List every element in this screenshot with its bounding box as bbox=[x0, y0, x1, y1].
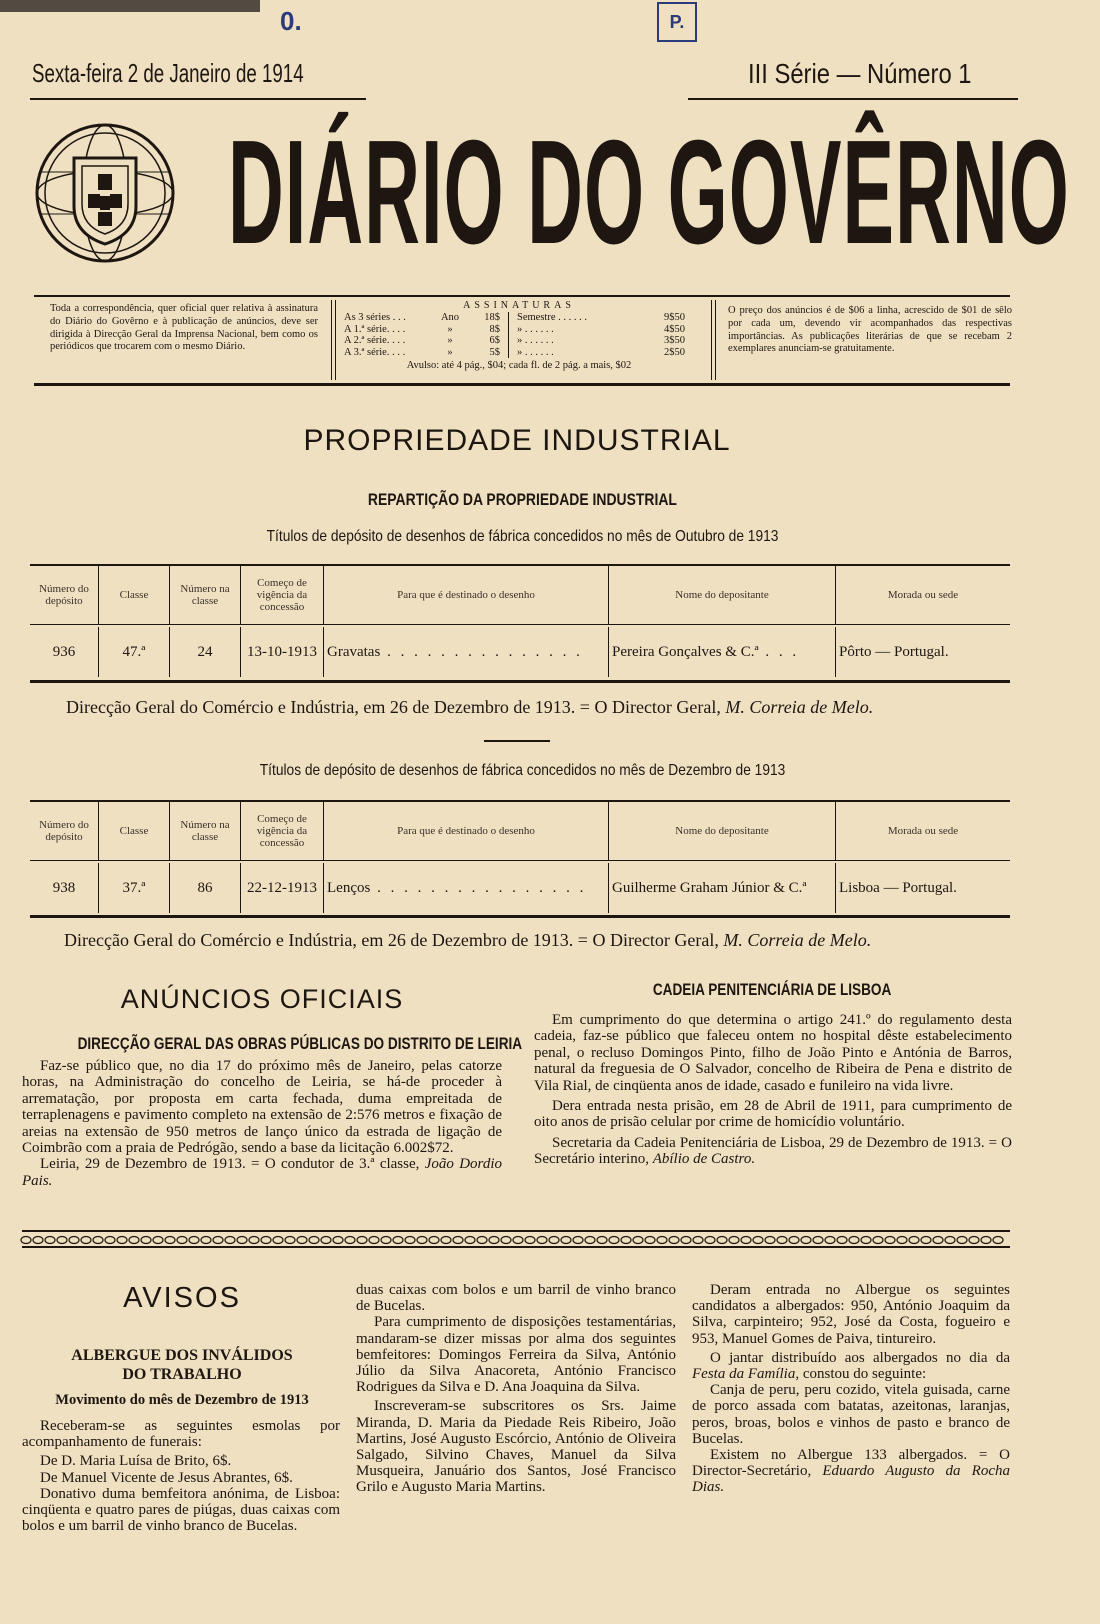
ornament-loop bbox=[441, 1237, 451, 1244]
semester-price: 4$50 bbox=[664, 323, 685, 335]
ornament-loop bbox=[357, 1237, 367, 1244]
col-classe: Classe bbox=[99, 802, 170, 861]
correspondence-notice: Toda a correspondência, quer oficial quer relativa à assinatura do Diário do Govêrno e à publicação de anúncios, deve ser dirigida à Direcção Geral da Imprensa Nacional, bem como os periódicos que trocarem com o mesmo Diário. bbox=[50, 303, 318, 353]
semester-price: 2$50 bbox=[664, 346, 685, 358]
info-divider-1b bbox=[335, 300, 336, 380]
ornament-loop bbox=[693, 1237, 703, 1244]
ornament-loop bbox=[309, 1237, 319, 1244]
cadeia-p1: Em cumprimento do que determina o artigo 241.º do regulamento desta cadeia, faz-se público que faleceu ontem no hospital dêste estabelecimento penal, o recluso Domingos Pinto, filho de João Pinto e Antónia de Barros, natural da freguesia de O Salvador, concelho de Ribeira de Pena e distrito de Vila Rial, de cinqüenta anos de idade, casado e funileiro na vida livre. bbox=[534, 1012, 1012, 1094]
albergue-heading-line2: DO TRABALHO bbox=[122, 1366, 242, 1383]
ornament-loop bbox=[261, 1237, 271, 1244]
albergue-heading bbox=[22, 1346, 342, 1384]
subscriptions-heading: ASSINATURAS bbox=[463, 300, 575, 311]
cell-numero: 936 bbox=[30, 627, 99, 677]
col-depositante: Nome do depositante bbox=[609, 566, 836, 625]
signer-name: M. Correia de Melo. bbox=[725, 697, 874, 717]
jantar-festa: Festa da Família bbox=[692, 1366, 796, 1383]
anuncios-title: ANÚNCIOS OFICIAIS bbox=[120, 984, 404, 1014]
ornament-loop bbox=[969, 1237, 979, 1244]
donativo-text: Donativo duma bemfeitora anónima, de Lisboa: cinqüenta e quatro pares de piúgas, duas caixas com bolos e um barril de vinho branco de Bucelas. bbox=[22, 1485, 340, 1535]
department-heading bbox=[0, 490, 1045, 510]
ads-price-notice: O preço dos anúncios é de $06 a linha, acrescido de $01 de sêlo por cada um, devendo vir acompanhados das respectivas importâncias. As publicações literárias de que se recebam 2 exemplares anunciam-se gratuitamente. bbox=[728, 305, 1012, 355]
ornament-loop bbox=[153, 1237, 163, 1244]
year-price: 6$ bbox=[489, 335, 500, 346]
ornament-loop bbox=[273, 1237, 283, 1244]
year-price: 8$ bbox=[489, 323, 500, 335]
ornament-loop bbox=[837, 1237, 847, 1244]
cadeia-p2: Dera entrada nesta prisão, em 28 de Abril de 1911, para cumprimento de oito anos de prisão celular por crime de homicídio voluntário. bbox=[534, 1098, 1012, 1131]
ornament-loop bbox=[729, 1237, 739, 1244]
ornament-loop bbox=[93, 1237, 103, 1244]
avisos-signer: Eduardo Augusto da Rocha Dias. bbox=[692, 1463, 1010, 1496]
subscriptions-table bbox=[344, 312, 694, 358]
leiria-text: Faz-se público que, no dia 17 do próximo mês de Janeiro, pelas catorze horas, na Administração do concelho de Leiria, se há-de proceder à arrematação, por proposta em carta fechada, duma empreitada de terraplenagens e pavimento completo na extensão de 2:576 metros e fixação de areias na extensão de 950 metros de lanço único da estrada de ligação de Coimbrão com a praia de Pedrógão, sendo a base da licitação 6.002$72. bbox=[22, 1058, 502, 1157]
semester-label: » . . . . . . bbox=[517, 335, 554, 346]
leiria-notice bbox=[22, 1058, 502, 1189]
ornament-loop bbox=[57, 1237, 67, 1244]
semester-price: 3$50 bbox=[664, 335, 685, 346]
leiria-heading bbox=[22, 1034, 523, 1054]
donation-1: De D. Maria Luísa de Brito, 6$. bbox=[40, 1453, 232, 1470]
masthead-rule bbox=[34, 295, 1010, 297]
ornament-loop bbox=[213, 1237, 223, 1244]
ornament-loop bbox=[609, 1237, 619, 1244]
ornament-loop bbox=[753, 1237, 763, 1244]
ornament-loop bbox=[489, 1237, 499, 1244]
table-2-caption bbox=[0, 762, 1045, 780]
leiria-sign bbox=[22, 1156, 502, 1189]
ornament-loop bbox=[669, 1237, 679, 1244]
cell-num-classe: 86 bbox=[170, 863, 241, 913]
cadeia-notice bbox=[534, 1012, 1012, 1168]
ornament-loop bbox=[501, 1237, 511, 1244]
cadeia-heading bbox=[532, 980, 1012, 1000]
ornament-loop bbox=[657, 1237, 667, 1244]
missas-text: Para cumprimento de disposições testamentárias, mandaram-se dizer missas por alma dos seguintes bemfeitores: Domingos Ferreira da Silva, António Júlio da Silva Anacoreta, António Francisco Rodrigues da Silva e D. Ana Joaquina da Silva. bbox=[356, 1314, 676, 1396]
ornament-loop bbox=[525, 1237, 535, 1244]
year-label: » bbox=[447, 323, 453, 335]
ornament-loop bbox=[981, 1237, 991, 1244]
table-row bbox=[30, 627, 1010, 677]
year-price: 5$ bbox=[489, 346, 500, 358]
semester-label: » . . . . . . bbox=[517, 346, 554, 358]
subscription-label: A 1.ª série. . . . bbox=[344, 323, 406, 335]
cell-comeco: 22-12-1913 bbox=[241, 863, 324, 913]
cell-morada: Lisboa — Portugal. bbox=[839, 879, 957, 896]
stamp-letter: P. bbox=[669, 12, 685, 32]
col-morada: Morada ou sede bbox=[887, 589, 959, 601]
table-1-caption bbox=[0, 528, 1045, 546]
ornament-loop bbox=[225, 1237, 235, 1244]
info-divider-2 bbox=[711, 300, 712, 380]
ornament-loop bbox=[765, 1237, 775, 1244]
ornament-band bbox=[22, 1233, 1010, 1245]
subscription-label: As 3 séries . . . bbox=[344, 312, 406, 323]
jantar-post: , constou do seguinte: bbox=[795, 1366, 927, 1383]
ornament-loop bbox=[381, 1237, 391, 1244]
movimento-subheading: Movimento do mês de Dezembro de 1913 bbox=[55, 1392, 309, 1408]
albergue-heading-line1: ALBERGUE DOS INVÁLIDOS bbox=[71, 1347, 293, 1364]
cell-classe: 47.ª bbox=[99, 627, 170, 677]
series-underline bbox=[688, 98, 1018, 100]
deposit-table-december bbox=[30, 802, 1010, 913]
ornament-loop bbox=[237, 1237, 247, 1244]
existem-text bbox=[692, 1447, 1010, 1496]
cell-numero: 938 bbox=[30, 863, 99, 913]
subscription-row bbox=[344, 335, 694, 347]
col-depositante: Nome do depositante bbox=[609, 802, 836, 861]
ornament-top-rule bbox=[22, 1230, 1010, 1232]
esmolas-intro: Receberam-se as seguintes esmolas por acompanhamento de funerais: bbox=[22, 1418, 340, 1451]
ornament-loop bbox=[957, 1237, 967, 1244]
avulso-price: Avulso: até 4 pág., $04; cada fl. de 2 pág. a mais, $02 bbox=[406, 360, 632, 371]
ornament-loop bbox=[537, 1237, 547, 1244]
library-stamp bbox=[657, 2, 697, 42]
ornament-loop bbox=[129, 1237, 139, 1244]
ornament-loop bbox=[813, 1237, 823, 1244]
ornament-loop bbox=[801, 1237, 811, 1244]
table-1-signature bbox=[66, 697, 1026, 718]
ornament-loop bbox=[993, 1237, 1003, 1244]
newspaper-title: DIÁRIO DO GOVÊRNO bbox=[228, 110, 1070, 275]
ornament-loop bbox=[621, 1237, 631, 1244]
ornament-loop bbox=[321, 1237, 331, 1244]
ornament-loop bbox=[189, 1237, 199, 1244]
ink-smudge bbox=[0, 0, 260, 12]
leiria-sign-text: Leiria, 29 de Dezembro de 1913. = O condutor de 3.ª classe, bbox=[40, 1156, 420, 1173]
year-label: Ano bbox=[440, 312, 460, 323]
date-underline bbox=[30, 98, 366, 100]
cell-comeco: 13-10-1913 bbox=[241, 627, 324, 677]
ornament-loop bbox=[393, 1237, 403, 1244]
ornament-loop bbox=[297, 1237, 307, 1244]
cell-depositante: Guilherme Graham Júnior & C.ª bbox=[609, 863, 836, 913]
signer-name: M. Correia de Melo. bbox=[723, 930, 872, 950]
ornament-loop bbox=[33, 1237, 43, 1244]
col-destino: Para que é destinado o desenho bbox=[324, 566, 609, 625]
col-comeco-vigencia: Começo de vigência da concessão bbox=[241, 566, 324, 625]
ornament-loop bbox=[789, 1237, 799, 1244]
ornament-loop bbox=[561, 1237, 571, 1244]
donativo-continuation: duas caixas com bolos e um barril de vinho branco de Bucelas. bbox=[356, 1282, 676, 1315]
ornament-loop bbox=[741, 1237, 751, 1244]
cell-num-classe: 24 bbox=[170, 627, 241, 677]
semester-price: 9$50 bbox=[664, 312, 685, 323]
table-row bbox=[30, 863, 1010, 913]
ornament-loop bbox=[201, 1237, 211, 1244]
ornament-loop bbox=[405, 1237, 415, 1244]
ornament-loop bbox=[717, 1237, 727, 1244]
cadeia-sign-text: Secretaria da Cadeia Penitenciária de Lisboa, 29 de Dezembro de 1913. = O Secretário interino, bbox=[534, 1134, 1012, 1168]
cadeia-signer: Abílio de Castro. bbox=[652, 1151, 756, 1168]
cell-destino: Gravatas . . . . . . . . . . . . . . . bbox=[324, 627, 609, 677]
col-numero-classe: Número na classe bbox=[170, 802, 241, 861]
col-morada: Morada ou sede bbox=[887, 825, 959, 837]
short-divider bbox=[484, 740, 550, 742]
ornament-bottom-rule bbox=[22, 1246, 1010, 1248]
info-divider-1 bbox=[331, 300, 332, 380]
cell-depositante: Pereira Gonçalves & C.ª . . . bbox=[609, 627, 836, 677]
issue-date: Sexta-feira 2 de Janeiro de 1914 bbox=[32, 58, 304, 88]
ornament-loop bbox=[681, 1237, 691, 1244]
section-title-propriedade: PROPRIEDADE INDUSTRIAL bbox=[303, 424, 731, 457]
ornament-loop bbox=[81, 1237, 91, 1244]
ornament-loop bbox=[285, 1237, 295, 1244]
deposit-table-october bbox=[30, 566, 1010, 677]
table-header-row bbox=[30, 566, 1010, 625]
ornament-loop bbox=[141, 1237, 151, 1244]
column-separator bbox=[508, 335, 509, 347]
subscription-row bbox=[344, 312, 694, 324]
jantar-text bbox=[692, 1350, 1010, 1382]
ornament-loop bbox=[897, 1237, 907, 1244]
ornament-loop bbox=[345, 1237, 355, 1244]
ornament-loop bbox=[633, 1237, 643, 1244]
series-number: III Série — Número 1 bbox=[748, 58, 972, 89]
ornament-loop bbox=[465, 1237, 475, 1244]
info-bottom-rule bbox=[34, 383, 1010, 386]
cadeia-sign bbox=[534, 1135, 1012, 1168]
ornament-loop bbox=[873, 1237, 883, 1244]
ornament-loop bbox=[513, 1237, 523, 1244]
year-label: » bbox=[447, 346, 453, 358]
avisos-col-2 bbox=[356, 1282, 676, 1496]
subscription-row bbox=[344, 324, 694, 336]
col-numero-deposito: Número do depósito bbox=[30, 566, 99, 625]
table-header-row bbox=[30, 802, 1010, 861]
ornament-loop bbox=[849, 1237, 859, 1244]
donation-2: De Manuel Vicente de Jesus Abrantes, 6$. bbox=[40, 1469, 293, 1486]
col-classe: Classe bbox=[99, 566, 170, 625]
avisos-col-3 bbox=[692, 1282, 1010, 1496]
ornament-loop bbox=[909, 1237, 919, 1244]
ornament-loop bbox=[825, 1237, 835, 1244]
ornament-loop bbox=[333, 1237, 343, 1244]
ornament-loop bbox=[429, 1237, 439, 1244]
ornament-loop bbox=[861, 1237, 871, 1244]
subscription-row bbox=[344, 347, 694, 359]
cell-depositante-text: Pereira Gonçalves & C.ª bbox=[612, 643, 759, 660]
ornament-loop bbox=[921, 1237, 931, 1244]
ornament-loop bbox=[549, 1237, 559, 1244]
existem-sign: Existem no Albergue 133 albergados. = O Director-Secretário, bbox=[692, 1447, 1010, 1480]
ornament-loop bbox=[645, 1237, 655, 1244]
ornament-loop bbox=[369, 1237, 379, 1244]
signature-text: Direcção Geral do Comércio e Indústria, em 26 de Dezembro de 1913. = O Director Geral, bbox=[66, 697, 721, 717]
leiria-signer: João Dordio Pais. bbox=[22, 1156, 502, 1189]
subscription-label: A 2.ª série. . . . bbox=[344, 335, 406, 346]
ornament-loop bbox=[45, 1237, 55, 1244]
ornament-loop bbox=[585, 1237, 595, 1244]
ornament-loop bbox=[573, 1237, 583, 1244]
year-price: 18$ bbox=[484, 312, 500, 323]
coat-of-arms-icon bbox=[34, 122, 176, 264]
ornament-loop bbox=[705, 1237, 715, 1244]
col-numero-deposito: Número do depósito bbox=[30, 802, 99, 861]
col-destino: Para que é destinado o desenho bbox=[324, 802, 609, 861]
column-separator bbox=[508, 347, 509, 359]
ornament-loop bbox=[453, 1237, 463, 1244]
table-2-caption-text: Títulos de depósito de desenhos de fábrica concedidos no mês de Dezembro de 1913 bbox=[259, 762, 786, 779]
menu-text: Canja de peru, peru cozido, vitela guisada, carne de porco assada com batatas, azeitonas, laranjas, peros, broas, bolos e vinhos de pasto e branco de Bucelas. bbox=[692, 1382, 1010, 1447]
table-2-bottom-rule bbox=[30, 915, 1010, 918]
subscription-label: A 3.ª série. . . . bbox=[344, 346, 406, 358]
col-comeco-vigencia: Começo de vigência da concessão bbox=[241, 802, 324, 861]
cell-destino-text: Gravatas bbox=[327, 643, 381, 660]
ornament-loop bbox=[165, 1237, 175, 1244]
year-label: » bbox=[447, 335, 453, 346]
cell-destino-text: Lenços bbox=[327, 879, 371, 896]
ornament-loop bbox=[249, 1237, 259, 1244]
ornament-loop bbox=[885, 1237, 895, 1244]
semester-label: » . . . . . . bbox=[517, 323, 554, 335]
table-2-signature bbox=[64, 930, 1024, 951]
ornament-loop bbox=[777, 1237, 787, 1244]
corner-mark: 0. bbox=[280, 6, 302, 36]
cadeia-heading-text: CADEIA PENITENCIÁRIA DE LISBOA bbox=[652, 980, 892, 999]
ornament-loop bbox=[945, 1237, 955, 1244]
ornament-loop bbox=[21, 1237, 31, 1244]
cell-destino: Lenços . . . . . . . . . . . . . . . . bbox=[324, 863, 609, 913]
cell-morada: Pôrto — Portugal. bbox=[839, 643, 949, 660]
entrada-text: Deram entrada no Albergue os seguintes candidatos a albergados: 950, António Joaquim da Silva, carpinteiro; 952, José da Costa, fogueiro e 953, Manuel Gomes de Paiva, tintureiro. bbox=[692, 1282, 1010, 1347]
department-heading-text: REPARTIÇÃO DA PROPRIEDADE INDUSTRIAL bbox=[367, 490, 678, 509]
cell-classe: 37.ª bbox=[99, 863, 170, 913]
info-divider-2b bbox=[715, 300, 716, 380]
subscriptions-box bbox=[344, 300, 694, 373]
column-separator bbox=[508, 324, 509, 336]
ornament-loop bbox=[105, 1237, 115, 1244]
table-1-bottom-rule bbox=[30, 680, 1010, 683]
col-numero-classe: Número na classe bbox=[170, 566, 241, 625]
avisos-title: AVISOS bbox=[123, 1282, 241, 1314]
ornament-loop bbox=[69, 1237, 79, 1244]
leiria-heading-text: DIRECÇÃO GERAL DAS OBRAS PÚBLICAS DO DISTRITO DE LEIRIA bbox=[77, 1034, 523, 1053]
ornament-loop bbox=[117, 1237, 127, 1244]
column-separator bbox=[508, 312, 509, 324]
ornament-loop bbox=[597, 1237, 607, 1244]
table-1-caption-text: Títulos de depósito de desenhos de fábrica concedidos no mês de Outubro de 1913 bbox=[266, 528, 779, 545]
ornament-loop bbox=[177, 1237, 187, 1244]
ornament-loop bbox=[933, 1237, 943, 1244]
ornament-loop bbox=[417, 1237, 427, 1244]
semester-label: Semestre . . . . . . bbox=[517, 312, 587, 323]
ornament-loop bbox=[477, 1237, 487, 1244]
signature-text: Direcção Geral do Comércio e Indústria, em 26 de Dezembro de 1913. = O Director Geral, bbox=[64, 930, 719, 950]
avisos-col-1 bbox=[22, 1418, 340, 1535]
jantar-pre: O jantar distribuído aos albergados no dia da bbox=[710, 1349, 1010, 1366]
subscritores-text: Inscreveram-se subscritores os Srs. Jaime Miranda, D. Maria da Piedade Reis Ribeiro, João Martins, José Augusto Escórcio, António de Oliveira Salgado, Silvino Chaves, Manuel da Silva Musqueira, Januário dos Santos, José Francisco Grilo e Augusto Maria Martins. bbox=[356, 1398, 676, 1496]
